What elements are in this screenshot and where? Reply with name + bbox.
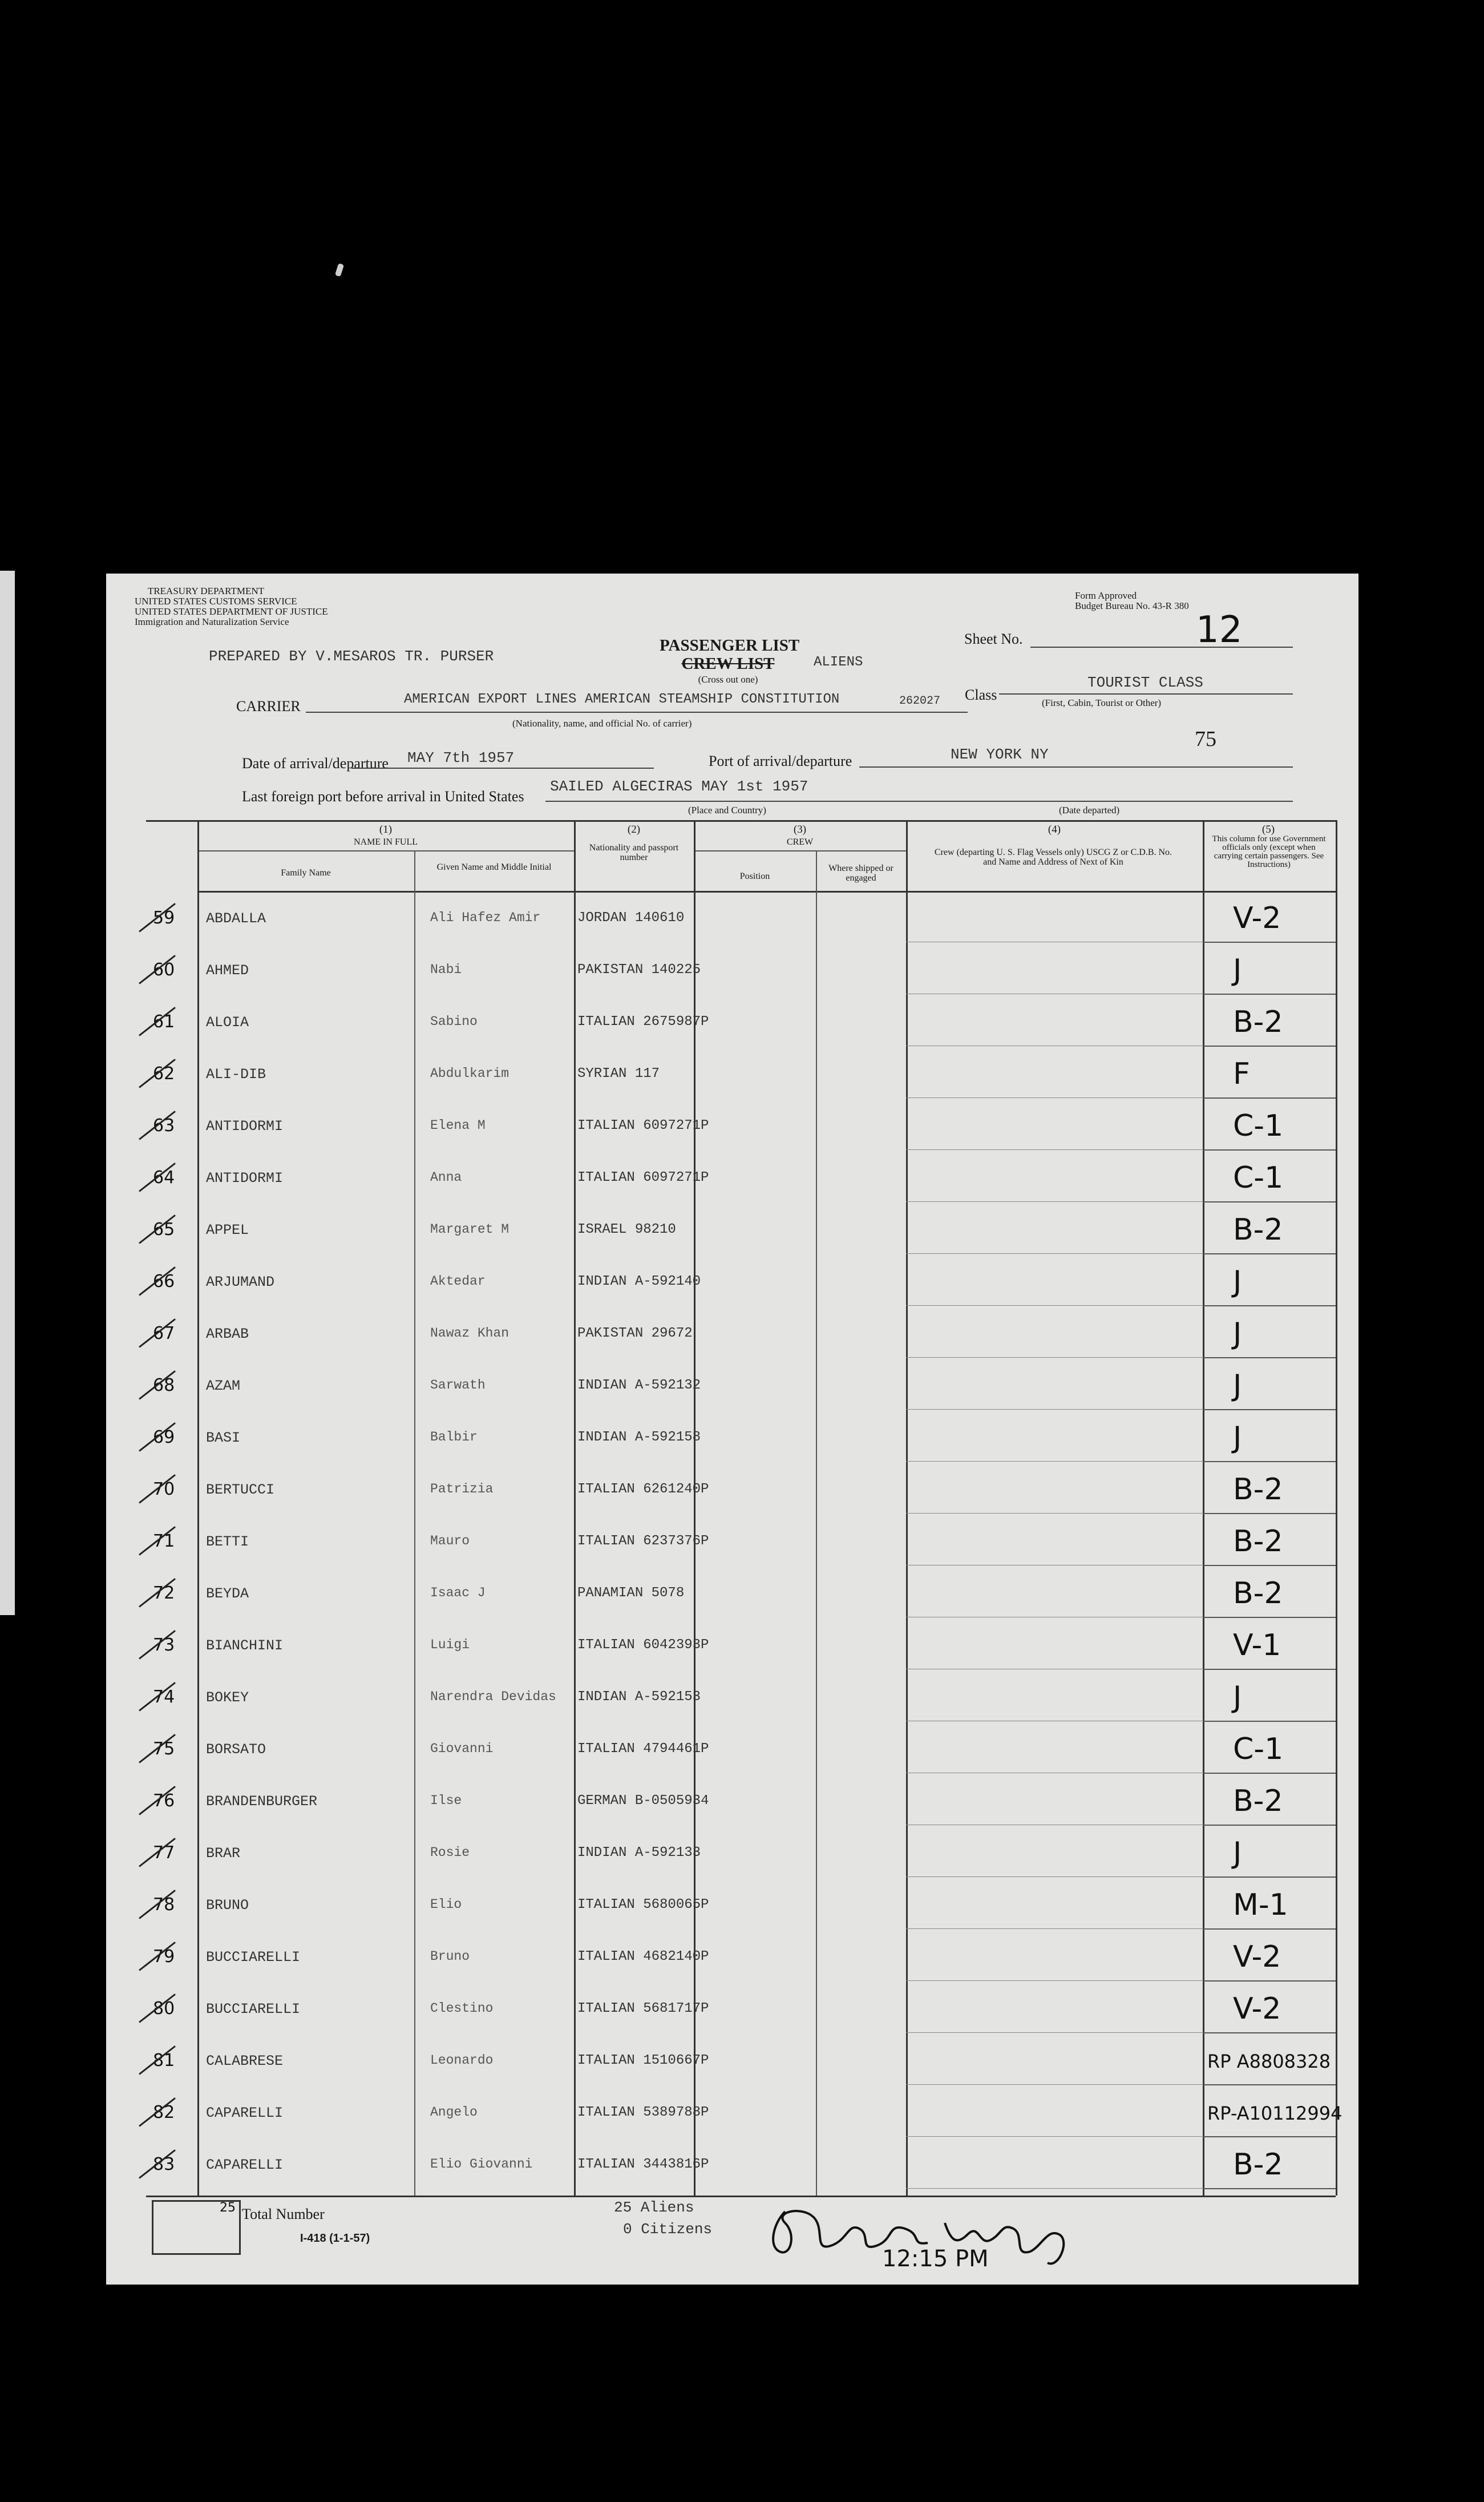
table-row <box>106 1358 1358 1410</box>
given-name-cell: Mauro <box>430 1534 470 1548</box>
sheet-number: 12 <box>1196 609 1243 651</box>
table-row <box>106 891 1358 943</box>
total-label: Total Number <box>242 2206 325 2222</box>
carrier-label: CARRIER <box>236 698 301 715</box>
family-name-cell: ALOIA <box>206 1014 249 1031</box>
date-label: Date of arrival/departure <box>242 755 389 772</box>
last-port-value: SAILED ALGECIRAS MAY 1st 1957 <box>550 778 808 795</box>
family-name-cell: BERTUCCI <box>206 1482 275 1498</box>
family-name-cell: BEYDA <box>206 1585 249 1602</box>
nationality-passport-cell: ITALIAN 6237376P <box>577 1534 709 1549</box>
table-row <box>106 1151 1358 1202</box>
family-name-cell: AZAM <box>206 1378 241 1394</box>
date-value: MAY 7th 1957 <box>407 749 515 766</box>
given-name-cell: Ali Hafez Amir <box>430 910 541 925</box>
given-name-cell: Patrizia <box>430 1482 494 1496</box>
agency-block <box>135 586 328 627</box>
row-number: 63 <box>153 1116 175 1136</box>
row-number: 79 <box>153 1947 175 1967</box>
table-row <box>106 1099 1358 1151</box>
table-row <box>106 1774 1358 1826</box>
position-header: Position <box>739 871 770 881</box>
nationality-passport-cell: INDIAN A-592158 <box>577 1430 701 1445</box>
nationality-passport-cell: ITALIAN 5680065P <box>577 1897 709 1912</box>
nationality-passport-cell: ITALIAN 6097271P <box>577 1118 709 1133</box>
family-name-cell: CALABRESE <box>206 2053 284 2069</box>
given-name-cell: Elio Giovanni <box>430 2157 533 2172</box>
adjacent-page-edge <box>0 571 15 1615</box>
col1-title: NAME IN FULL <box>354 837 418 847</box>
carrier-value: AMERICAN EXPORT LINES AMERICAN STEAMSHIP CONSTITUTION <box>404 692 840 707</box>
aliens-label: ALIENS <box>814 655 863 670</box>
nationality-passport-cell: ITALIAN 1510667P <box>577 2053 709 2068</box>
nationality-passport-cell: INDIAN A-592132 <box>577 1378 701 1393</box>
place-note: (Place and Country) <box>688 805 766 816</box>
table-row <box>106 1670 1358 1722</box>
status-mark: M-1 <box>1233 1888 1288 1922</box>
sheet-label: Sheet No. <box>964 631 1023 647</box>
status-mark: RP A8808328 <box>1207 2051 1331 2072</box>
given-name-cell: Nabi <box>430 962 462 977</box>
status-mark: C-1 <box>1233 1161 1284 1195</box>
nationality-passport-cell: ITALIAN 6097271P <box>577 1170 709 1185</box>
status-mark: J <box>1233 1680 1242 1714</box>
table-row <box>106 943 1358 995</box>
table-row <box>106 1047 1358 1099</box>
table-row <box>106 2137 1358 2189</box>
table-row <box>106 1982 1358 2033</box>
nationality-passport-cell: INDIAN A-592153 <box>577 1689 701 1705</box>
table-row <box>106 1410 1358 1462</box>
row-number: 81 <box>153 2051 175 2071</box>
status-mark: V-2 <box>1233 901 1281 935</box>
given-name-cell: Giovanni <box>430 1741 494 1756</box>
table-row <box>106 2033 1358 2085</box>
given-name-cell: Luigi <box>430 1637 470 1652</box>
status-mark: J <box>1233 1836 1242 1870</box>
row-number: 72 <box>153 1583 175 1603</box>
family-name-cell: BIANCHINI <box>206 1637 284 1654</box>
status-mark: F <box>1233 1057 1250 1091</box>
family-name-cell: BRUNO <box>206 1897 249 1914</box>
family-name-cell: APPEL <box>206 1222 249 1238</box>
table-row <box>106 1722 1358 1774</box>
status-mark: B-2 <box>1233 1005 1283 1039</box>
carrier-number: 262027 <box>899 695 941 708</box>
nationality-passport-cell: INDIAN A-592133 <box>577 1845 701 1861</box>
row-number: 76 <box>153 1791 175 1811</box>
table-row <box>106 1826 1358 1878</box>
row-number: 70 <box>153 1479 175 1499</box>
family-name-cell: CAPARELLI <box>206 2157 284 2173</box>
aliens-total: 25 Aliens <box>614 2199 694 2216</box>
table-row <box>106 1306 1358 1358</box>
signature-time: 12:15 PM <box>882 2246 989 2272</box>
row-number: 77 <box>153 1843 175 1863</box>
table-row <box>106 1618 1358 1670</box>
nationality-passport-cell: PAKISTAN 29672 <box>577 1326 693 1341</box>
class-value: TOURIST CLASS <box>1087 674 1203 691</box>
col4-number: (4) <box>1048 824 1061 836</box>
family-name-cell: BRANDENBURGER <box>206 1793 318 1810</box>
given-name-cell: Rosie <box>430 1845 470 1860</box>
table-row <box>106 1566 1358 1618</box>
row-number: 59 <box>153 908 175 928</box>
family-name-cell: ABDALLA <box>206 910 266 927</box>
family-name-cell: ARJUMAND <box>206 1274 275 1290</box>
given-name-cell: Anna <box>430 1170 462 1185</box>
status-mark: V-2 <box>1233 1940 1281 1974</box>
family-name-cell: ANTIDORMI <box>206 1170 284 1187</box>
table-row <box>106 1254 1358 1306</box>
col4-title: Crew (departing U. S. Flag Vessels only) USCG Z or C.D.B. No. and Name and Address of Next of Kin <box>934 848 1172 867</box>
title-crew-list: CREW LIST <box>681 655 775 673</box>
given-name-cell: Sabino <box>430 1014 478 1029</box>
form-approved: Form Approved <box>1075 590 1137 601</box>
nationality-passport-cell: ISRAEL 98210 <box>577 1222 676 1237</box>
budget-bureau: Budget Bureau No. 43-R 380 <box>1075 600 1189 611</box>
table-row <box>106 1514 1358 1566</box>
table-row <box>106 1202 1358 1254</box>
port-value: NEW YORK NY <box>951 746 1049 763</box>
family-name-cell: ALI-DIB <box>206 1066 266 1083</box>
row-number: 73 <box>153 1635 175 1655</box>
col3-title: CREW <box>786 837 814 847</box>
family-name-cell: ARBAB <box>206 1326 249 1342</box>
row-number: 83 <box>153 2154 175 2174</box>
date-departed-note: (Date departed) <box>1059 805 1120 816</box>
family-name-header: Family Name <box>281 868 331 878</box>
nationality-passport-cell: ITALIAN 5389788P <box>577 2105 709 2120</box>
given-name-cell: Sarwath <box>430 1378 486 1393</box>
status-mark: B-2 <box>1233 1576 1283 1611</box>
nationality-passport-cell: PAKISTAN 140225 <box>577 962 701 978</box>
status-mark: C-1 <box>1233 1109 1284 1143</box>
status-mark: J <box>1233 953 1242 987</box>
family-name-cell: BUCCIARELLI <box>206 2001 301 2017</box>
status-mark: J <box>1233 1265 1242 1299</box>
status-mark: B-2 <box>1233 1213 1283 1247</box>
given-name-cell: Clestino <box>430 2001 494 2016</box>
given-name-cell: Abdulkarim <box>430 1066 510 1081</box>
status-mark: B-2 <box>1233 1784 1283 1818</box>
family-name-cell: AHMED <box>206 962 249 979</box>
port-label: Port of arrival/departure <box>709 753 852 769</box>
family-name-cell: BUCCIARELLI <box>206 1949 301 1966</box>
nationality-passport-cell: GERMAN B-0505934 <box>577 1793 709 1809</box>
col5-number: (5) <box>1261 824 1275 836</box>
nationality-passport-cell: SYRIAN 117 <box>577 1066 660 1081</box>
last-port-label: Last foreign port before arrival in United States <box>242 788 524 805</box>
total-box-value: 25 <box>220 2201 236 2215</box>
total-box <box>152 2200 241 2255</box>
film-speck <box>335 263 344 277</box>
agency-line: Immigration and Naturalization Service <box>135 616 289 627</box>
carrier-note: (Nationality, name, and official No. of carrier) <box>512 718 692 729</box>
family-name-cell: BOKEY <box>206 1689 249 1706</box>
row-number: 82 <box>153 2103 175 2122</box>
col5-title: This column for use Government officials only (except when carrying certain passengers. See Instructions) <box>1212 834 1326 869</box>
row-number: 67 <box>153 1323 175 1343</box>
agency-line: TREASURY DEPARTMENT <box>147 586 265 596</box>
given-name-cell: Isaac J <box>430 1585 486 1600</box>
given-name-cell: Balbir <box>430 1430 478 1444</box>
given-name-cell: Narendra Devidas <box>430 1689 556 1704</box>
given-name-header: Given Name and Middle Initial <box>436 862 552 872</box>
family-name-cell: BETTI <box>206 1534 249 1550</box>
family-name-cell: BASI <box>206 1430 241 1446</box>
status-mark: RP-A10112994 <box>1207 2103 1343 2124</box>
agency-line: UNITED STATES CUSTOMS SERVICE <box>135 596 297 607</box>
status-mark: V-1 <box>1233 1628 1281 1662</box>
table-row <box>106 1878 1358 1930</box>
class-note: (First, Cabin, Tourist or Other) <box>1042 697 1162 708</box>
col2-number: (2) <box>627 824 641 836</box>
class-label: Class <box>965 687 997 703</box>
title-passenger-list: PASSENGER LIST <box>660 636 800 655</box>
row-number: 61 <box>153 1012 175 1032</box>
row-number: 66 <box>153 1272 175 1292</box>
table-row <box>106 2085 1358 2137</box>
nationality-passport-cell: ITALIAN 3443816P <box>577 2157 709 2172</box>
row-number: 62 <box>153 1064 175 1084</box>
row-number: 68 <box>153 1375 175 1395</box>
nationality-passport-cell: PANAMIAN 5078 <box>577 1585 685 1601</box>
passenger-list-form <box>106 574 1358 2285</box>
family-name-cell: BORSATO <box>206 1741 266 1758</box>
given-name-cell: Ilse <box>430 1793 462 1808</box>
status-mark: V-2 <box>1233 1992 1281 2026</box>
status-mark: J <box>1233 1369 1242 1403</box>
nationality-passport-cell: ITALIAN 4794461P <box>577 1741 709 1757</box>
family-name-cell: CAPARELLI <box>206 2105 284 2121</box>
table-row <box>106 1462 1358 1514</box>
col2-title: Nationality and passport number <box>589 843 679 862</box>
row-number: 74 <box>153 1687 175 1707</box>
nationality-passport-cell: ITALIAN 5681717P <box>577 2001 709 2016</box>
col3-number: (3) <box>793 824 807 836</box>
shipped-header: Where shipped or engaged <box>828 863 893 883</box>
prepared-by: PREPARED BY V.MESAROS TR. PURSER <box>209 648 494 665</box>
table-row <box>106 995 1358 1047</box>
status-mark: B-2 <box>1233 1472 1283 1507</box>
given-name-cell: Elena M <box>430 1118 486 1133</box>
col1-number: (1) <box>379 824 393 836</box>
row-number: 65 <box>153 1220 175 1240</box>
agency-line: UNITED STATES DEPARTMENT OF JUSTICE <box>135 606 328 617</box>
status-mark: C-1 <box>1233 1732 1284 1766</box>
row-number: 78 <box>153 1895 175 1915</box>
cross-out-note: (Cross out one) <box>698 674 758 685</box>
row-number: 64 <box>153 1168 175 1188</box>
page-count: 75 <box>1195 727 1216 751</box>
given-name-cell: Leonardo <box>430 2053 494 2068</box>
given-name-cell: Nawaz Khan <box>430 1326 510 1341</box>
nationality-passport-cell: ITALIAN 4682140P <box>577 1949 709 1964</box>
status-mark: B-2 <box>1233 1524 1283 1559</box>
status-mark: J <box>1233 1317 1242 1351</box>
form-number: I-418 (1-1-57) <box>300 2232 370 2245</box>
nationality-passport-cell: INDIAN A-592140 <box>577 1274 701 1289</box>
given-name-cell: Aktedar <box>430 1274 486 1289</box>
given-name-cell: Bruno <box>430 1949 470 1964</box>
citizens-total: 0 Citizens <box>623 2221 713 2238</box>
given-name-cell: Angelo <box>430 2105 478 2120</box>
row-number: 71 <box>153 1531 175 1551</box>
nationality-passport-cell: ITALIAN 2675987P <box>577 1014 709 1030</box>
nationality-passport-cell: JORDAN 140610 <box>577 910 685 926</box>
family-name-cell: BRAR <box>206 1845 241 1862</box>
nationality-passport-cell: ITALIAN 6261240P <box>577 1482 709 1497</box>
table-row <box>106 1930 1358 1982</box>
row-number: 75 <box>153 1739 175 1759</box>
given-name-cell: Elio <box>430 1897 462 1912</box>
row-number: 80 <box>153 1999 175 2019</box>
status-mark: B-2 <box>1233 2148 1283 2182</box>
given-name-cell: Margaret M <box>430 1222 510 1237</box>
row-number: 60 <box>153 960 175 980</box>
status-mark: J <box>1233 1421 1242 1455</box>
family-name-cell: ANTIDORMI <box>206 1118 284 1135</box>
nationality-passport-cell: ITALIAN 6042393P <box>577 1637 709 1653</box>
row-number: 69 <box>153 1427 175 1447</box>
